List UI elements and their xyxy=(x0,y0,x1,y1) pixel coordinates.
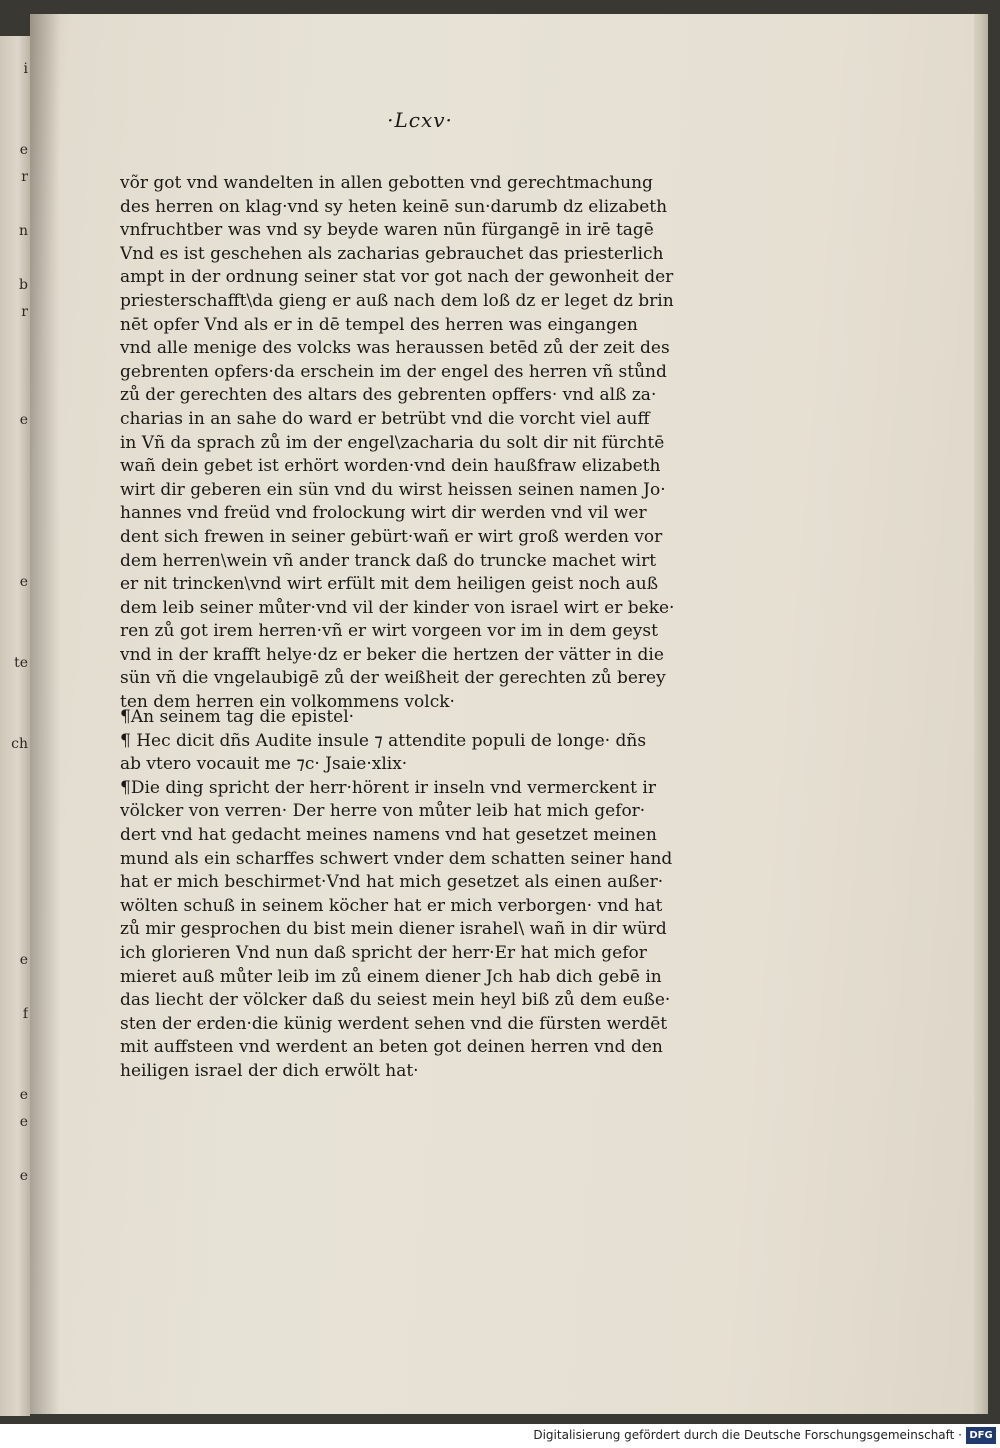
margin-fragment: e xyxy=(19,1087,28,1103)
margin-fragment xyxy=(2,1217,28,1244)
text-line: mit auffsteen vnd werdent an beten got deinen herren vnd den xyxy=(120,1037,663,1058)
text-line: Vnd es ist geschehen als zacharias gebrauchet das priesterlich xyxy=(120,243,664,264)
margin-fragment xyxy=(2,83,28,110)
margin-fragment xyxy=(2,1271,28,1298)
text-line: hannes vnd freüd vnd frolockung wirt dir werden vnd vil wer xyxy=(120,503,647,524)
margin-fragment xyxy=(2,974,28,1001)
dfg-logo: DFG xyxy=(966,1427,996,1444)
margin-fragment xyxy=(2,515,28,542)
text-line: in Vñ da sprach zů im der engel\zacharia du solt dir nit fürchtē xyxy=(120,432,665,453)
margin-fragment xyxy=(2,488,28,515)
margin-fragment xyxy=(2,1055,28,1082)
margin-fragment xyxy=(2,920,28,947)
text-line: nēt opfer Vnd als er in dē tempel des herren was eingangen xyxy=(120,314,638,335)
margin-fragment: n xyxy=(18,223,28,239)
margin-fragment xyxy=(2,110,28,137)
margin-fragment xyxy=(2,596,28,623)
text-line: wañ dein gebet ist erhört worden·vnd dein haußfraw elizabeth xyxy=(120,456,661,477)
text-line: sün vñ die vngelaubigē zů der weißheit der gerechten zů berey xyxy=(120,668,666,689)
text-line: ab vtero vocauit me ⁊c· Jsaie·xlix· xyxy=(120,754,408,775)
text-line: vnd alle menige des volcks was heraussen betēd zů der zeit des xyxy=(120,338,670,359)
margin-fragment xyxy=(2,380,28,407)
margin-fragment xyxy=(2,191,28,218)
previous-page-edge xyxy=(0,36,30,1416)
text-line: ¶Die ding spricht der herr·hörent ir inseln vnd vermerckent ir xyxy=(120,777,656,798)
text-line: dem leib seiner můter·vnd vil der kinder von israel wirt er beke· xyxy=(120,597,675,618)
text-line: mund als ein scharffes schwert vnder dem schatten seiner hand xyxy=(120,848,673,869)
digitization-footer xyxy=(0,1424,1000,1448)
margin-fragment xyxy=(2,812,28,839)
text-line: er nit trincken\vnd wirt erfült mit dem heiligen geist noch auß xyxy=(120,574,659,595)
margin-fragment: te xyxy=(14,655,28,671)
text-line: dert vnd hat gedacht meines namens vnd hat gesetzet meinen xyxy=(120,824,657,845)
previous-page-margin-text xyxy=(2,56,28,1379)
margin-fragment: e xyxy=(19,1114,28,1130)
margin-fragment xyxy=(2,623,28,650)
text-line: mieret auß můter leib im zů einem diener Jch hab dich gebē in xyxy=(120,966,662,987)
text-line: ¶ Hec dicit dñs Audite insule ⁊ attendite populi de longe· dñs xyxy=(120,730,647,751)
text-line: zů mir gesprochen du bist mein diener israhel\ wañ in dir würd xyxy=(120,919,667,940)
margin-fragment: e xyxy=(19,142,28,158)
margin-fragment: e xyxy=(19,1168,28,1184)
margin-fragment xyxy=(2,434,28,461)
margin-fragment: ch xyxy=(11,736,28,752)
margin-fragment xyxy=(2,758,28,785)
margin-fragment xyxy=(2,704,28,731)
text-line: wirt dir geberen ein sün vnd du wirst heissen seinen namen Jo· xyxy=(120,479,666,500)
margin-fragment xyxy=(2,326,28,353)
text-line: zů der gerechten des altars des gebrenten opffers· vnd alß za· xyxy=(120,385,657,406)
margin-fragment xyxy=(2,1136,28,1163)
text-line: vnd in der krafft helye·dz er beker die hertzen der vätter in die xyxy=(120,644,664,665)
margin-fragment xyxy=(2,785,28,812)
margin-fragment xyxy=(2,1028,28,1055)
margin-fragment: f xyxy=(22,1006,28,1022)
margin-fragment xyxy=(2,1190,28,1217)
folio-number: ·Lcxv· xyxy=(387,108,453,132)
text-line: dem herren\wein vñ ander tranck daß do truncke machet wirt xyxy=(120,550,657,571)
text-line: des herren on klag·vnd sy heten keinē sun·darumb dz elizabeth xyxy=(120,196,668,217)
page-stack-edge xyxy=(974,14,988,1414)
gutter-shadow xyxy=(30,14,60,1414)
margin-fragment xyxy=(2,1325,28,1352)
margin-fragment xyxy=(2,677,28,704)
text-line: wölten schuß in seinem köcher hat er mich verborgen· vnd hat xyxy=(120,895,663,916)
margin-fragment: r xyxy=(21,304,28,320)
text-line: dent sich frewen in seiner gebürt·wañ er wirt groß werden vor xyxy=(120,526,663,547)
text-line: ¶An seinem tag die epistel· xyxy=(120,707,355,727)
margin-fragment xyxy=(2,1352,28,1379)
text-line: völcker von verren· Der herre von můter leib hat mich gefor· xyxy=(120,801,646,822)
footer-credit: Digitalisierung gefördert durch die Deutsche Forschungsgemeinschaft · xyxy=(533,1428,962,1442)
text-line: hat er mich beschirmet·Vnd hat mich gesetzet als einen außer· xyxy=(120,872,664,893)
margin-fragment xyxy=(2,461,28,488)
text-line: gebrenten opfers·da erschein im der engel des herren vñ stůnd xyxy=(120,361,667,382)
text-line: das liecht der völcker daß du seiest mein heyl biß zů dem euße· xyxy=(120,990,671,1011)
epistle-text-block xyxy=(120,706,720,1084)
text-line: vnfruchtber was vnd sy beyde waren nūn fürgangē in irē tagē xyxy=(120,220,654,241)
margin-fragment xyxy=(2,542,28,569)
text-line: ampt in der ordnung seiner stat vor got nach der gewonheit der xyxy=(120,267,674,288)
text-line: ren zů got irem herren·vñ er wirt vorgeen vor im in dem geyst xyxy=(120,621,658,642)
margin-fragment xyxy=(2,1298,28,1325)
margin-fragment: e xyxy=(19,412,28,428)
margin-fragment: r xyxy=(21,169,28,185)
margin-fragment xyxy=(2,893,28,920)
text-line: charias in an sahe do ward er betrübt vnd die vorcht viel auff xyxy=(120,408,650,429)
margin-fragment xyxy=(2,839,28,866)
text-line: võr got vnd wandelten in allen gebotten vnd gerechtmachung xyxy=(120,173,653,193)
gospel-text-block xyxy=(120,172,720,715)
text-line: priesterschafft\da gieng er auß nach dem loß dz er leget dz brin xyxy=(120,290,674,311)
margin-fragment: e xyxy=(19,574,28,590)
text-line: ich glorieren Vnd nun daß spricht der herr·Er hat mich gefor xyxy=(120,942,647,963)
text-line: ten dem herren ein volkommens volck· xyxy=(120,692,455,713)
margin-fragment: i xyxy=(23,61,28,77)
text-line: heiligen israel der dich erwölt hat· xyxy=(120,1060,419,1081)
margin-fragment xyxy=(2,1244,28,1271)
margin-fragment: e xyxy=(19,952,28,968)
margin-fragment xyxy=(2,245,28,272)
margin-fragment xyxy=(2,353,28,380)
text-line: sten der erden·die künig werdent sehen vnd die fürsten werdēt xyxy=(120,1013,668,1034)
margin-fragment: b xyxy=(19,277,28,293)
margin-fragment xyxy=(2,866,28,893)
